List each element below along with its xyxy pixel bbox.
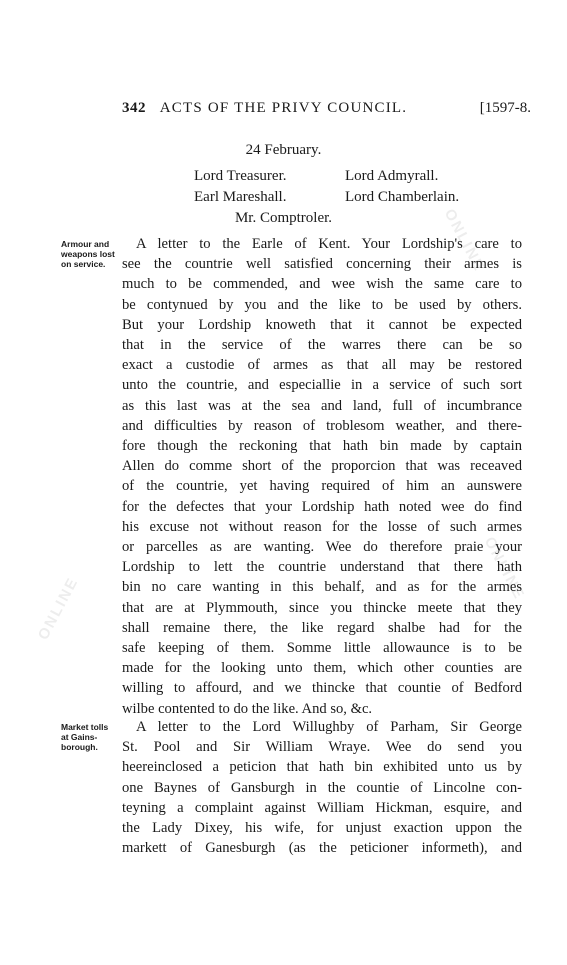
running-head-year: [1597-8.	[479, 100, 531, 116]
margin-note-line: Armour and	[61, 239, 110, 249]
text-line: of the countrie, yet having required of him an aunswere	[122, 478, 522, 495]
text-line: A letter to the Earle of Kent. Your Lordship's care to	[136, 236, 522, 252]
paragraph-lord-willughby	[122, 717, 522, 858]
text-line: made for the looking unto them, which other counties are	[122, 660, 522, 677]
text-line: bin no care wanting in this behalf, and as for the armes	[122, 579, 522, 596]
watermark: ONLINE	[440, 206, 488, 275]
text-line: St. Pool and Sir William Wraye. Wee do send you	[122, 739, 522, 756]
text-line: that are at Plymmouth, since you thincke meete that they	[122, 599, 522, 616]
text-line: for the defectes that your Lordship hath noted wee do find	[122, 498, 522, 515]
text-line: as this last was at the sea and land, full of incumbrance	[122, 397, 522, 414]
text-line: be contynued by you and the like to be used by others.	[122, 296, 522, 313]
text-line: much to be commended, and wee wish the same care to	[122, 276, 522, 293]
text-line: heereinclosed a peticion that hath bin exhibited unto us by	[122, 759, 522, 776]
margin-note-line: borough.	[61, 742, 98, 752]
paragraph-earle-of-kent	[122, 234, 522, 719]
entry-date: 24 February.	[245, 142, 322, 158]
text-line: and difficulties by reason of troblesom weather, and there-	[122, 417, 522, 434]
text-line: one Baynes of Gansburgh in the countie of Lincolne con-	[122, 779, 522, 796]
text-line: willing to affourd, and we thincke that countie of Bedford	[122, 680, 522, 697]
text-line: Lordship to lett the countrie understand that there hath	[122, 559, 522, 576]
margin-note	[61, 722, 131, 752]
running-head	[0, 100, 567, 120]
text-line: see the countrie well satisfied concerning their armes is	[122, 256, 522, 273]
margin-note-line: at Gains-	[61, 732, 98, 742]
text-line: fore though the reckoning that hath bin made by captain	[122, 438, 522, 455]
council-member: Lord Admyrall.	[345, 168, 439, 184]
text-line: Allen do comme short of the proporcion that was receaved	[122, 458, 522, 475]
text-line: the Lady Dixey, his wife, for unjust exaction uppon the	[122, 820, 522, 837]
text-line: safe keeping of them. Somme little allowaunce is to be	[122, 640, 522, 657]
margin-note-line: Market tolls	[61, 722, 109, 732]
text-line: wilbe contented to do the like. And so, &c.	[122, 700, 373, 717]
council-member: Mr. Comptroler.	[234, 210, 333, 226]
council-member: Earl Mareshall.	[194, 189, 287, 205]
text-line: or parcelles as are wanting. Wee do therefore praie your	[122, 539, 522, 556]
running-head-title: ACTS OF THE PRIVY COUNCIL.	[159, 100, 408, 116]
text-line: But your Lordship knoweth that it cannot be expected	[122, 316, 522, 333]
margin-note	[61, 239, 131, 269]
text-line: his excuse not without reason for the losse of such armes	[122, 518, 522, 535]
text-line: teyning a complaint against William Hickman, esquire, and	[122, 799, 522, 816]
margin-note-line: on service.	[61, 259, 106, 269]
council-member: Lord Chamberlain.	[345, 189, 460, 205]
watermark: ONLINE	[34, 574, 82, 643]
margin-note-line: weapons lost	[61, 249, 115, 259]
text-line: markett of Ganesburgh (as the peticioner informeth), and	[122, 840, 522, 857]
text-line: that in the service of the warres there can be so	[122, 337, 522, 354]
council-member: Lord Treasurer.	[194, 168, 287, 184]
watermark: ONLINE	[480, 534, 528, 603]
text-line: A letter to the Lord Willughby of Parham, Sir George	[136, 719, 522, 735]
text-line: exact a custodie of armes as that all may be restored	[122, 357, 522, 374]
text-line: unto the countrie, and especiallie in a service of such sort	[122, 377, 522, 394]
text-line: shall remaine there, the like regard shalbe had for the	[122, 619, 522, 636]
page-number: 342	[122, 100, 146, 116]
